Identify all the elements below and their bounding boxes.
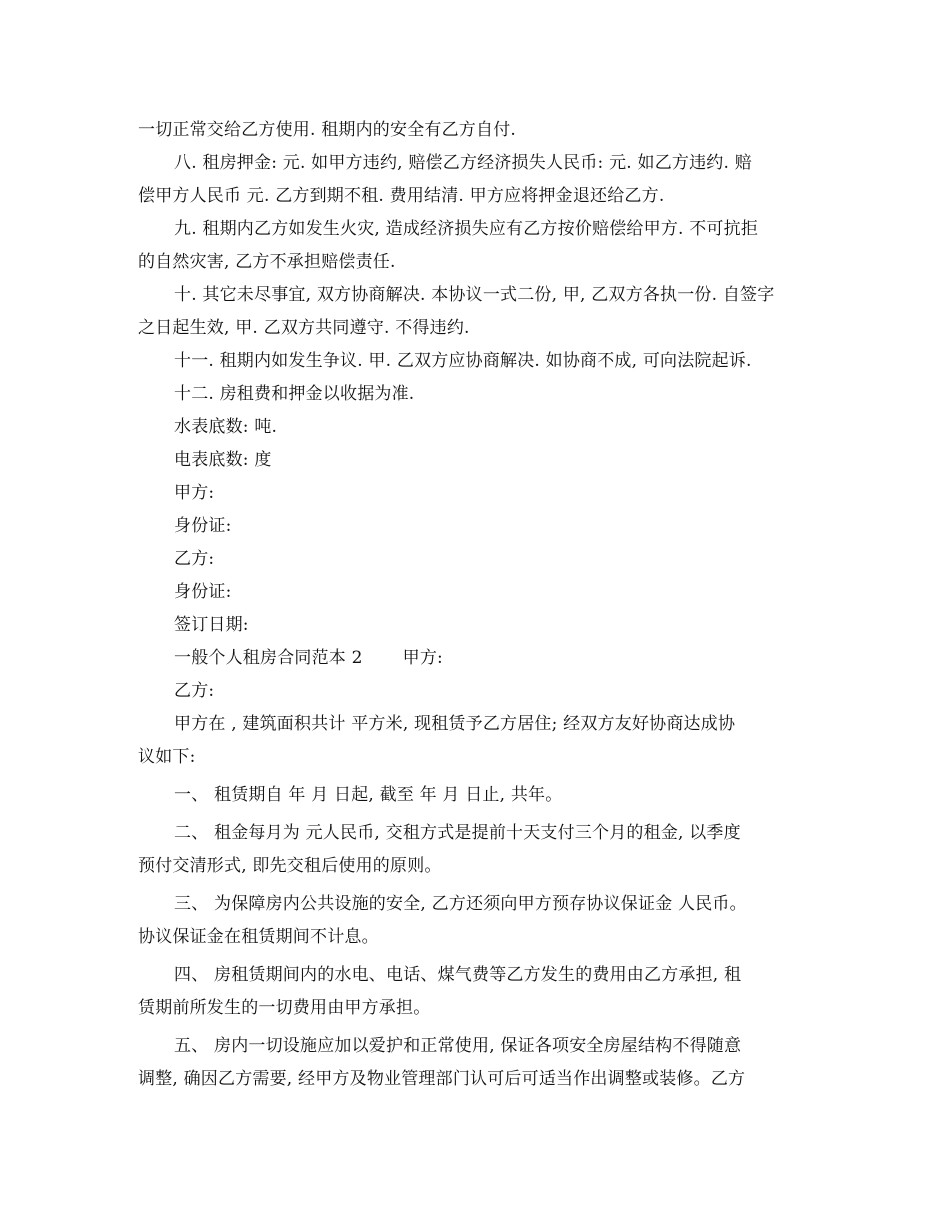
article-1-line: 一、 租赁期自 年 月 日起, 截至 年 月 日止, 共年。	[174, 785, 563, 805]
clause-10-line-1: 十. 其它未尽事宜, 双方协商解决. 本协议一式二份, 甲, 乙双方各执一份. 自签字	[174, 285, 775, 305]
signing-date-label: 签订日期:	[174, 615, 249, 635]
intro-line-2: 议如下:	[138, 747, 196, 767]
clause-10-line-2: 之日起生效, 甲. 乙双方共同遵守. 不得违约.	[138, 318, 470, 338]
clause-9-line-2: 的自然灾害, 乙方不承担赔偿责任.	[138, 252, 396, 272]
article-3-line-2: 协议保证金在租赁期间不计息。	[138, 927, 379, 947]
water-meter-line: 水表底数: 吨.	[174, 417, 278, 437]
party-a-id-label: 身份证:	[174, 516, 232, 536]
article-3-line-1: 三、 为保障房内公共设施的安全, 乙方还须向甲方预存协议保证金 人民币。	[174, 894, 747, 914]
template-2-title: 一般个人租房合同范本 2	[174, 648, 363, 668]
article-5-line-2: 调整, 确因乙方需要, 经甲方及物业管理部门认可后可适当作出调整或装修。乙方	[138, 1069, 746, 1089]
template-2-heading-line	[174, 647, 818, 669]
article-2-line-1: 二、 租金每月为 元人民币, 交租方式是提前十天支付三个月的租金, 以季度	[174, 823, 741, 843]
article-2-line-2: 预付交清形式, 即先交租后使用的原则。	[138, 856, 442, 876]
text-line: 一切正常交给乙方使用. 租期内的安全有乙方自付.	[138, 120, 517, 140]
party-a-label: 甲方:	[174, 483, 215, 503]
clause-8-line-2: 偿甲方人民币 元. 乙方到期不租. 费用结清. 甲方应将押金退还给乙方.	[138, 186, 665, 206]
template-2-party-a-label: 甲方:	[402, 648, 443, 668]
party-b-label: 乙方:	[174, 549, 215, 569]
clause-8-line-1: 八. 租房押金: 元. 如甲方违约, 赔偿乙方经济损失人民币: 元. 如乙方违约. 赔	[174, 153, 752, 173]
party-b-id-label: 身份证:	[174, 582, 232, 602]
article-5-line-1: 五、 房内一切设施应加以爱护和正常使用, 保证各项安全房屋结构不得随意	[174, 1036, 742, 1056]
electric-meter-line: 电表底数: 度	[174, 450, 272, 470]
article-4-line-1: 四、 房租赁期间内的水电、电话、煤气费等乙方发生的费用由乙方承担, 租	[174, 965, 742, 985]
template-2-party-b-label: 乙方:	[174, 681, 215, 701]
clause-12-line: 十二. 房租费和押金以收据为准.	[174, 384, 415, 404]
clause-11-line: 十一. 租期内如发生争议. 甲. 乙双方应协商解决. 如协商不成, 可向法院起诉.	[174, 351, 752, 371]
article-4-line-2: 赁期前所发生的一切费用由甲方承担。	[138, 998, 431, 1018]
clause-9-line-1: 九. 租期内乙方如发生火灾, 造成经济损失应有乙方按价赔偿给甲方. 不可抗拒	[174, 219, 759, 239]
intro-line-1: 甲方在 , 建筑面积共计 平方米, 现租赁予乙方居住; 经双方友好协商达成协	[174, 714, 736, 734]
